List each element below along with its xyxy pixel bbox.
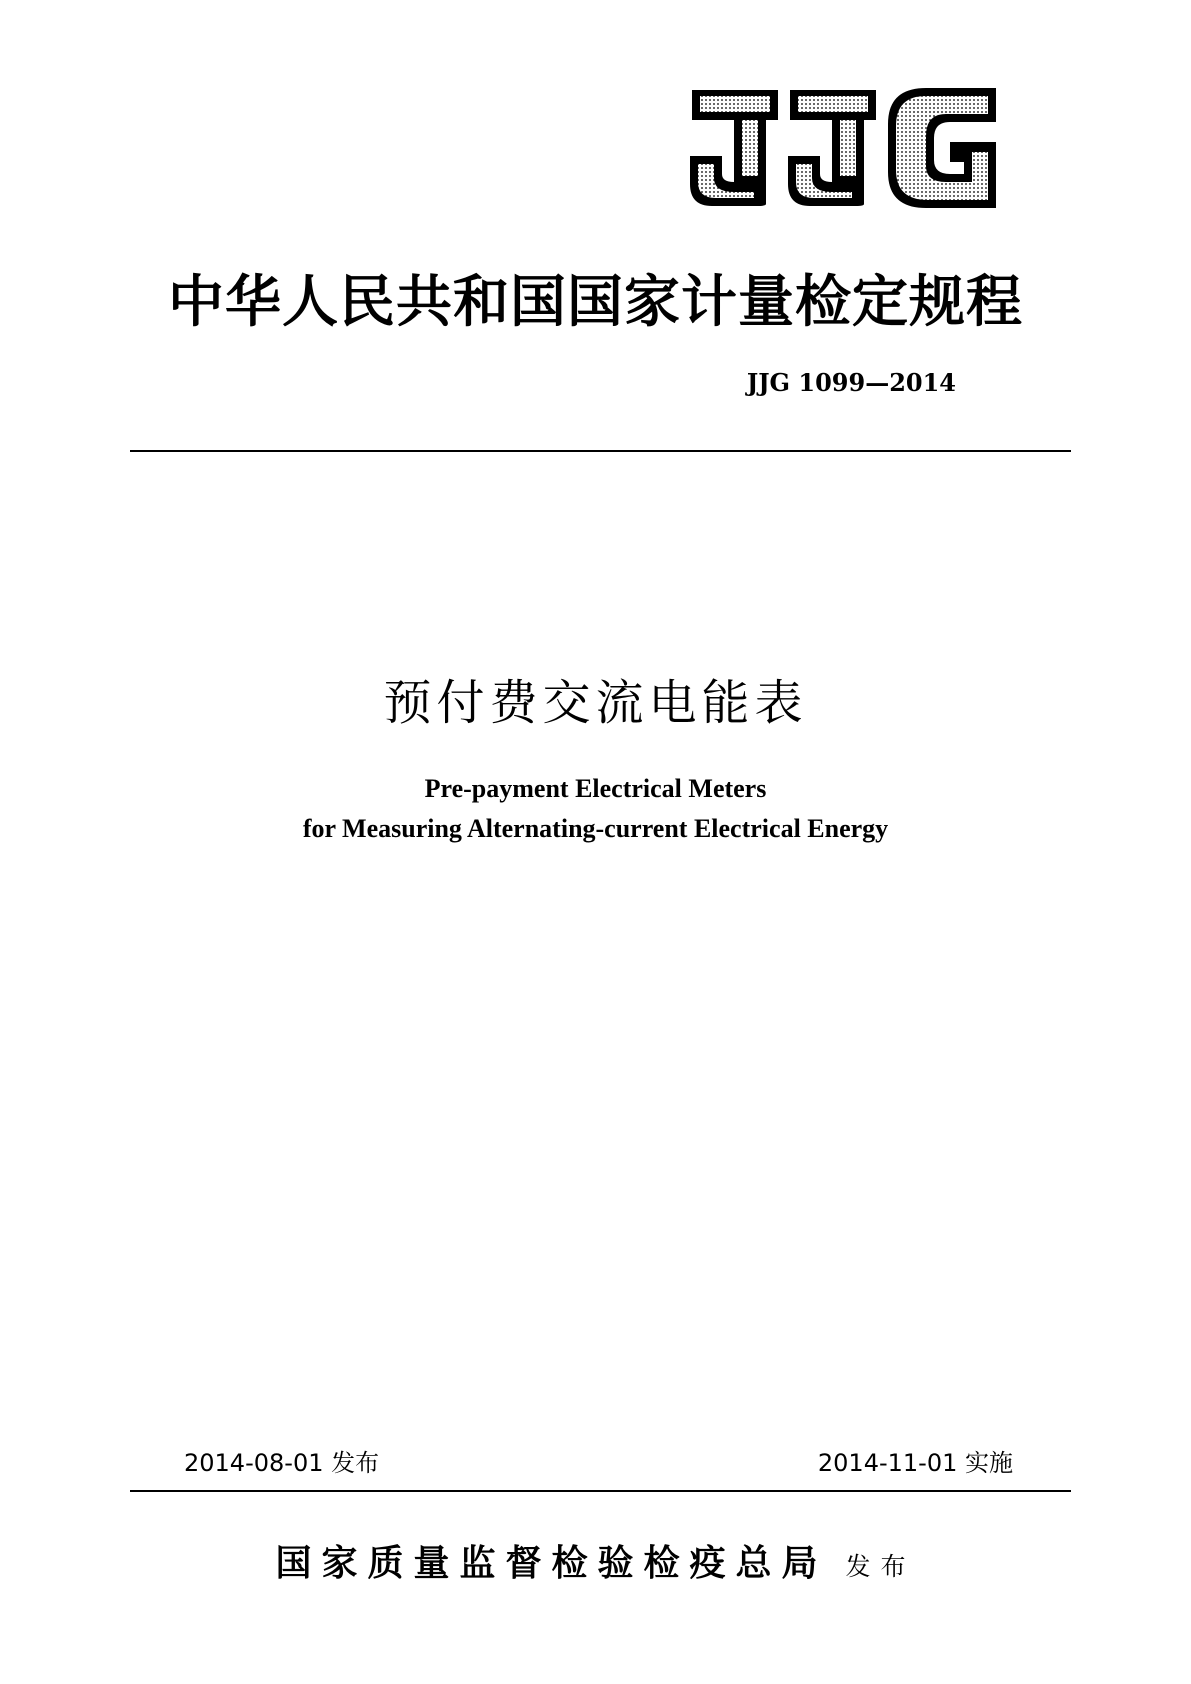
jjg-emblem-icon [688,86,1000,210]
document-title-cn: 预付费交流电能表 [383,675,808,731]
jjg-logo-letter-g [888,88,996,208]
divider-top [130,450,1071,452]
document-title-en-line1: Pre-payment Electrical Meters [424,774,767,803]
jjg-logo-letter-j2 [788,90,876,206]
standard-code: JJG 1099—2014 [746,368,956,397]
divider-bottom [130,1490,1071,1492]
publisher-block [0,1535,1191,1586]
jjg-logo-letter-j1 [690,90,778,206]
publisher-name: 国家质量监督检验检疫总局 [275,1542,828,1584]
publisher-suffix: 发布 [845,1552,916,1581]
page-title: 中华人民共和国国家计量检定规程 [168,269,1023,335]
issue-date: 2014-08-01 发布 [184,1449,380,1477]
effective-date: 2014-11-01 实施 [817,1449,1013,1477]
document-title-en-line2: for Measuring Alternating-current Electrical Energy [302,814,889,843]
